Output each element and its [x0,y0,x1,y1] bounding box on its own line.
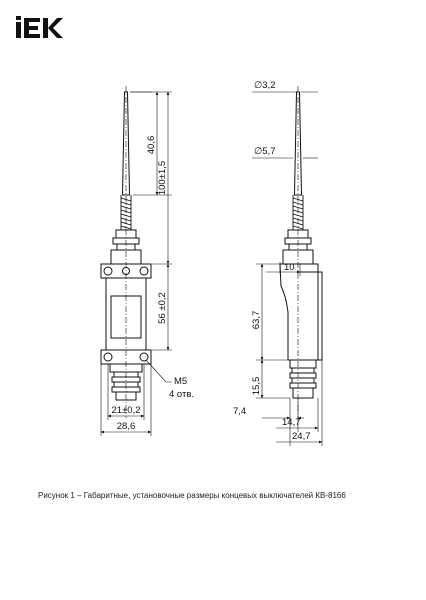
dia-rod: ∅5,7 [254,146,276,157]
hole-count-label: 4 отв. [169,389,195,400]
dim-gland-height: 15,5 [251,376,262,396]
dim-depth-a: 14,7 [282,417,301,428]
side-cable-gland [293,388,313,398]
bottom-hole-left [104,353,112,361]
dim-depth-b: 24,7 [292,431,311,442]
dim-body-width: 28,6 [116,421,136,432]
dim-tip-length: 40,6 [146,135,157,155]
dim-body-height: 63,7 [251,310,262,330]
side-body [280,264,322,360]
figure-caption: Рисунок 1 – Габаритные, установочные размеры концевых выключателей КВ-8166 [38,491,346,500]
dim-hole-spacing: 21±0,2 [111,405,141,416]
dim-side-offset: 7,4 [233,406,247,417]
hole-thread-label: M5 [174,376,188,387]
dim-rod-length: 100±1,5 [157,160,168,196]
dim-top-offset: 10 [284,262,295,273]
front-view [101,86,151,418]
dia-tip: ∅3,2 [254,80,276,91]
bottom-hole-right [140,353,148,361]
side-view [280,86,322,418]
dim-mount-spacing: 56 ±0,2 [157,292,168,324]
top-hole-right [140,267,148,275]
top-hole-left [104,267,112,275]
